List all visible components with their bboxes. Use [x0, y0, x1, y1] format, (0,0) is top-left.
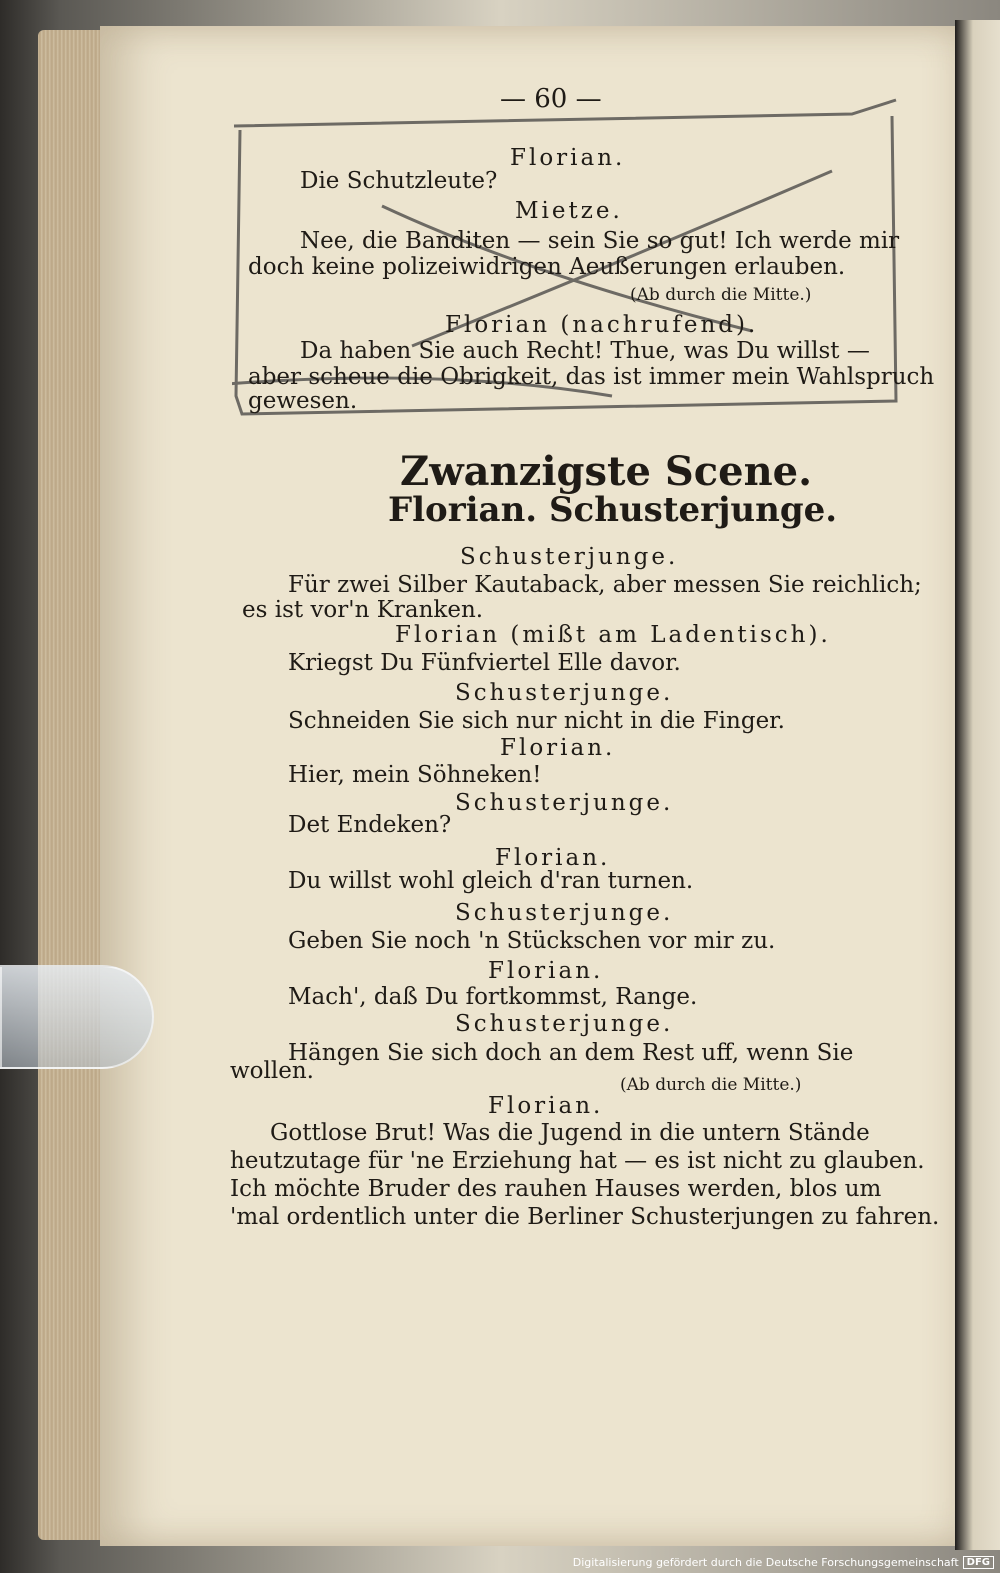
- speaker-line: Florian.: [495, 845, 611, 871]
- speaker-line: Schusterjunge.: [455, 680, 674, 706]
- page-clip: [0, 965, 154, 1069]
- stage-direction: (Ab durch die Mitte.): [620, 1075, 802, 1095]
- speech-line: Det Endeken?: [288, 812, 452, 838]
- speaker-line: Mietze.: [515, 198, 623, 224]
- speech-line: Für zwei Silber Kautaback, aber messen Sie reichlich;: [288, 572, 922, 598]
- speaker-line: Florian.: [488, 958, 604, 984]
- speech-line: wollen.: [230, 1058, 314, 1084]
- speech-line: Schneiden Sie sich nur nicht in die Finger.: [288, 708, 785, 734]
- speaker-line: Schusterjunge.: [455, 900, 674, 926]
- digitization-footer: [573, 1556, 994, 1569]
- speech-line: Nee, die Banditen — sein Sie so gut! Ich werde mir: [300, 228, 900, 254]
- speech-line: doch keine polizeiwidrigen Aeußerungen erlauben.: [248, 254, 846, 280]
- speech-line: Hier, mein Söhneken!: [288, 762, 542, 788]
- speech-line: Du willst wohl gleich d'ran turnen.: [288, 868, 694, 894]
- speech-line: Hängen Sie sich doch an dem Rest uff, wenn Sie: [288, 1040, 854, 1066]
- page-number: — 60 —: [500, 84, 602, 114]
- speech-line: Die Schutzleute?: [300, 168, 498, 194]
- speaker-line: Schusterjunge.: [455, 790, 674, 816]
- speech-line: gewesen.: [248, 388, 358, 414]
- speech-line: Gottlose Brut! Was die Jugend in die untern Stände: [270, 1120, 870, 1146]
- speaker-line: Florian.: [500, 735, 616, 761]
- speech-line: Da haben Sie auch Recht! Thue, was Du willst —: [300, 338, 870, 364]
- speech-line: aber scheue die Obrigkeit, das ist immer mein Wahlspruch: [248, 364, 935, 390]
- speaker-line: Florian (mißt am Ladentisch).: [395, 622, 831, 648]
- speech-line: Ich möchte Bruder des rauhen Hauses werden, blos um: [230, 1176, 882, 1202]
- speaker-line: Florian.: [510, 145, 626, 171]
- speech-line: es ist vor'n Kranken.: [242, 597, 484, 623]
- speech-line: Kriegst Du Fünfviertel Elle davor.: [288, 650, 681, 676]
- speech-line: Geben Sie noch 'n Stückschen vor mir zu.: [288, 928, 776, 954]
- speech-line: heutzutage für 'ne Erziehung hat — es ist nicht zu glauben.: [230, 1148, 925, 1174]
- speaker-line: Schusterjunge.: [460, 544, 679, 570]
- scene-persons: Florian. Schusterjunge.: [388, 490, 838, 530]
- speaker-line: Schusterjunge.: [455, 1011, 674, 1037]
- speech-line: 'mal ordentlich unter die Berliner Schusterjungen zu fahren.: [230, 1204, 940, 1230]
- speaker-line: Florian (nachrufend).: [445, 312, 759, 338]
- footer-text: Digitalisierung gefördert durch die Deutsche Forschungsgemeinschaft: [572, 1556, 959, 1569]
- scene-title: Zwanzigste Scene.: [400, 448, 813, 495]
- speech-line: Mach', daß Du fortkommst, Range.: [288, 984, 698, 1010]
- dfg-logo: DFG: [963, 1556, 994, 1569]
- speaker-line: Florian.: [488, 1093, 604, 1119]
- stage-direction: (Ab durch die Mitte.): [630, 285, 812, 305]
- facing-page-edge: [955, 20, 1000, 1550]
